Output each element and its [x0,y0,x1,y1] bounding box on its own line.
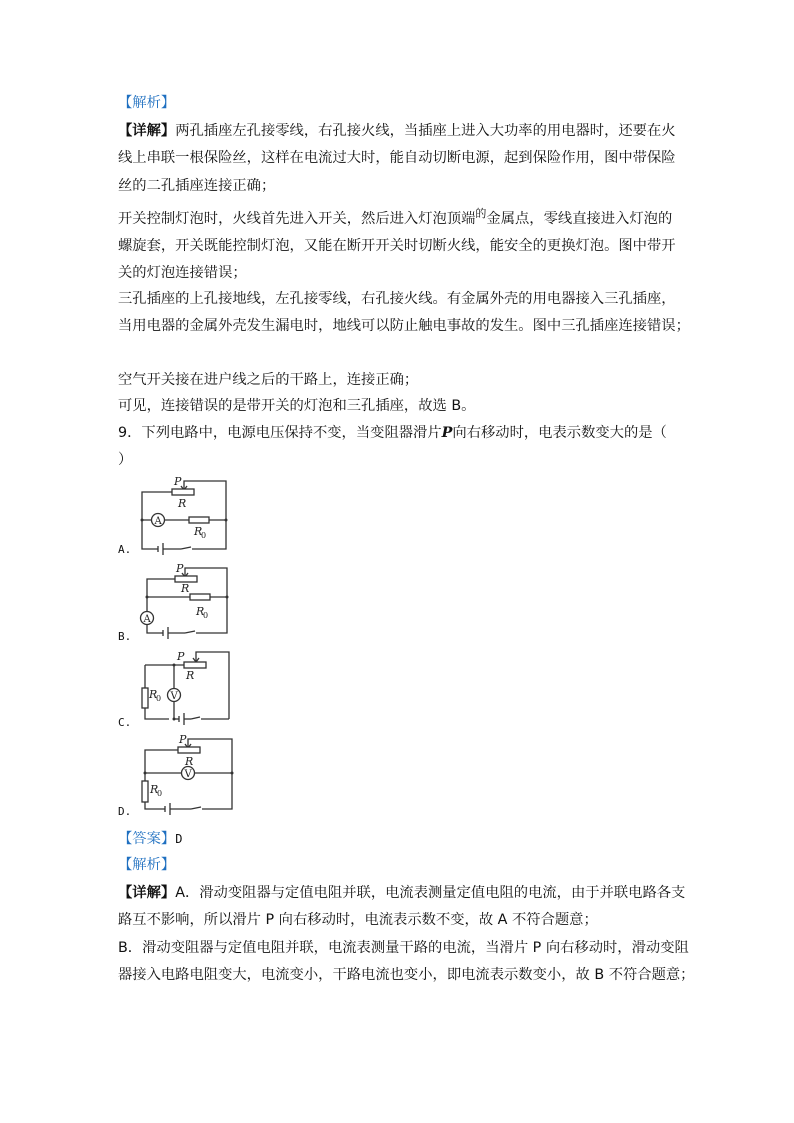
detail-paragraph-line [118,884,685,902]
detail-tag: 【详解】 [118,123,176,139]
label-r0-sub: 0 [201,531,207,540]
label-r: R [178,497,187,510]
text-line: 螺旋套，开关既能控制灯泡，又能在断开开关时切断火线，能安全的更换灯泡。图中带开 [118,238,676,254]
text-line: 三孔插座的上孔接地线，左孔接零线，右孔接火线。有金属外壳的用电器接入三孔插座， [118,291,676,307]
label-r: R [181,582,190,595]
label-p: P [174,475,182,488]
option-a-label: A. [118,543,132,556]
answer-line [118,830,182,848]
text-line: B．滑动变阻器与定值电阻并联，电流表测量干路的电流，当滑片 P 向右移动时，滑动变阻 [118,940,689,956]
answer-tag: 【答案】 [118,831,176,847]
voltmeter-icon: V [170,691,178,702]
ammeter-icon: A [143,614,151,625]
label-r0: R [194,525,203,538]
analysis-heading: 【解析】 [118,857,176,873]
voltmeter-icon: V [184,769,192,780]
text: 金属点，零线直接进入灯泡的 [486,211,673,227]
text: 开关控制灯泡时，火线首先进入开关，然后进入灯泡顶端 [118,211,476,227]
text-line: 当用电器的金属外壳发生漏电时，地线可以防止触电事故的发生。图中三孔插座连接错误； [118,318,690,334]
question-text [118,424,667,442]
question-close-paren: ） [118,452,133,468]
circuit-diagram-d [143,733,235,812]
analysis-heading: 【解析】 [118,95,176,111]
label-r0: R [150,783,159,796]
text-line: 路互不影响，所以滑片 P 向右移动时，电流表示数不变，故 A 不符合题意； [118,912,598,928]
label-r0: R [149,688,158,701]
detail-paragraph-line [118,122,676,140]
p-symbol: P [441,425,453,441]
detail-tag: 【详解】 [118,885,176,901]
text: 向右移动时，电表示数变大的是（ [452,425,667,441]
label-p: P [179,733,187,746]
label-r0-sub: 0 [203,611,209,620]
label-r: R [186,669,195,682]
answer-value: D [175,832,183,846]
label-r0-sub: 0 [157,789,163,798]
text: 的 [475,207,487,220]
text-line [118,207,673,229]
text-line: 可见，连接错误的是带开关的灯泡和三孔插座，故选 B。 [118,398,476,414]
circuit-diagram-c [143,651,233,723]
label-r: R [185,755,194,768]
label-p: P [177,650,185,663]
option-c-label: C. [118,716,132,729]
option-b-label: B. [118,630,132,643]
text-line: 器接入电路电阻变大，电流变小，干路电流也变小，即电流表示数变小，故 B 不符合题意； [118,967,695,983]
option-d-label: D. [118,805,132,818]
text-line: 丝的二孔插座连接正确； [118,178,276,194]
text: 下列电路中，电源电压保持不变，当变阻器滑片 [141,425,442,441]
text-line: 关的灯泡连接错误； [118,265,247,281]
text-line: 空气开关接在进户线之后的干路上，连接正确； [118,372,419,388]
label-p: P [176,562,184,575]
question-number: 9． [118,425,142,441]
label-r0-sub: 0 [156,694,162,703]
text: A．滑动变阻器与定值电阻并联，电流表测量定值电阻的电流，由于并联电路各支 [175,885,686,901]
label-r0: R [196,605,205,618]
circuit-diagram-a [138,475,230,552]
circuit-diagram-b [143,562,235,637]
ammeter-icon: A [154,516,162,527]
text-line: 线上串联一根保险丝，这样在电流过大时，能自动切断电源，起到保险作用，图中带保险 [118,150,676,166]
text: 两孔插座左孔接零线，右孔接火线，当插座上进入大功率的用电器时，还要在火 [175,123,676,139]
